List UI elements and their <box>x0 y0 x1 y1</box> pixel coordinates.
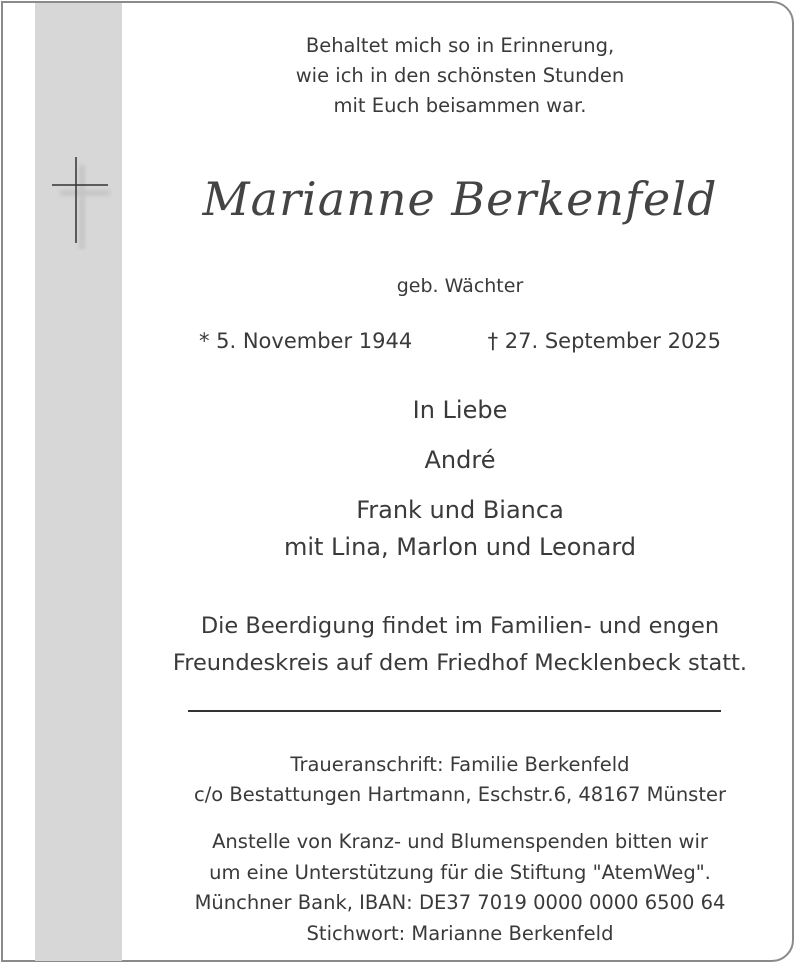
divider <box>188 710 721 712</box>
address <box>122 750 798 810</box>
death-date: † 27. September 2025 <box>487 329 722 353</box>
funeral-line: Die Beerdigung findet im Familien- und engen <box>200 613 720 639</box>
verse-line: wie ich in den schönsten Stunden <box>295 64 625 87</box>
donation-line: Stichwort: Marianne Berkenfeld <box>306 921 614 945</box>
deceased-name: Marianne Berkenfeld <box>202 172 718 226</box>
mourner: André <box>424 446 496 474</box>
funeral-info <box>122 608 798 682</box>
address-line: Traueranschrift: Familie Berkenfeld <box>290 753 630 776</box>
birth-date: * 5. November 1944 <box>198 329 413 353</box>
mourner: mit Lina, Marlon und Leonard <box>283 533 637 561</box>
cross-icon <box>52 155 112 250</box>
address-line: c/o Bestattungen Hartmann, Eschstr.6, 48167 Münster <box>193 783 726 806</box>
verse-line: Behaltet mich so in Erinnerung, <box>305 34 615 57</box>
funeral-line: Freundeskreis auf dem Friedhof Mecklenbeck statt. <box>172 650 748 676</box>
mourners-intro: In Liebe <box>412 396 508 424</box>
maiden-name: geb. Wächter <box>396 275 524 297</box>
mourner: Frank und Bianca <box>356 496 564 524</box>
side-band <box>35 3 122 961</box>
donation-line: Münchner Bank, IBAN: DE37 7019 0000 0000 6500 64 <box>194 891 726 914</box>
donation-info <box>122 827 798 949</box>
donation-line: Anstelle von Kranz- und Blumenspenden bitten wir <box>212 830 708 853</box>
verse <box>122 31 798 121</box>
donation-line: um eine Unterstützung für die Stiftung "AtemWeg". <box>209 860 711 884</box>
verse-line: mit Euch beisammen war. <box>333 94 587 117</box>
mourners-family <box>122 492 798 566</box>
dates <box>122 329 798 353</box>
